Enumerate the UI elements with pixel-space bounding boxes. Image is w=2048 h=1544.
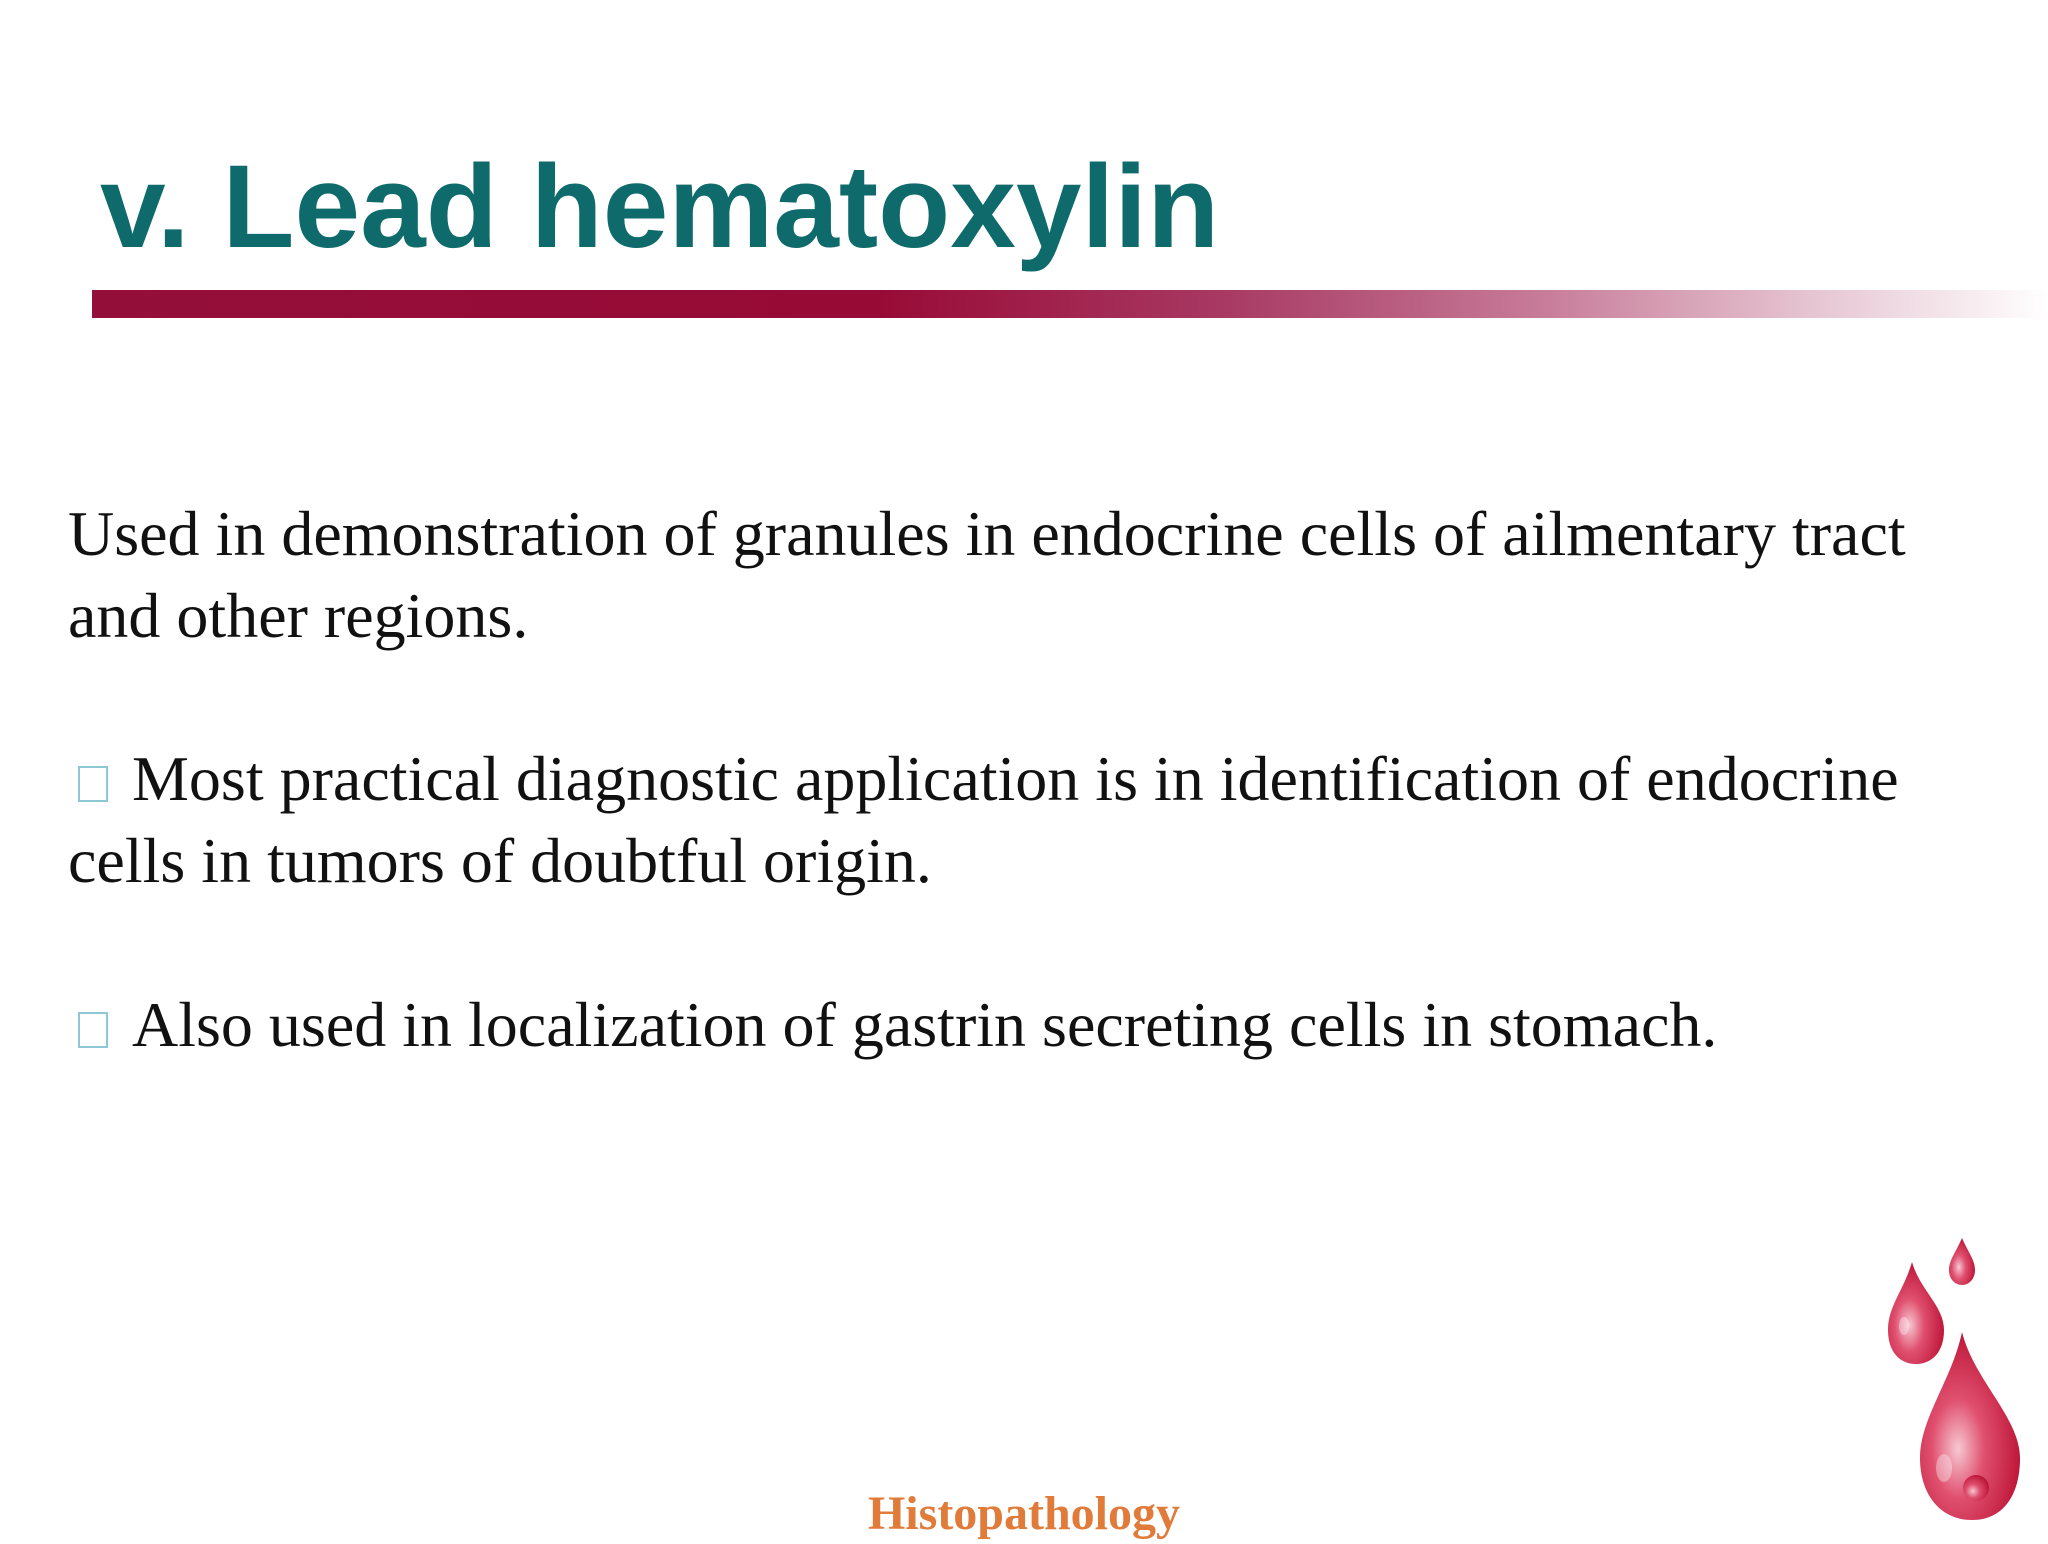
- bullet-item-diagnostic-text: Most practical diagnostic application is in identification of endocrine cells in tumors of doubtful origin.: [68, 743, 1899, 896]
- empty-square-bullet-icon: [78, 766, 108, 802]
- paragraph-intro-text: Used in demonstration of granules in endocrine cells of ailmentary tract and other regions.: [68, 498, 1906, 651]
- blood-drops-icon: [1870, 1230, 2048, 1530]
- paragraph-intro: [68, 493, 1968, 657]
- bullet-item-gastrin-text: Also used in localization of gastrin secreting cells in stomach.: [132, 989, 1718, 1060]
- drop-medium: [1888, 1262, 1944, 1364]
- bullet-item-diagnostic: [68, 738, 1968, 902]
- slide-title: v. Lead hematoxylin: [100, 141, 1220, 273]
- title-underline-bar: [92, 290, 2048, 318]
- footer-label: Histopathology: [867, 1487, 1181, 1540]
- empty-square-bullet-icon: [78, 1012, 108, 1048]
- bullet-item-gastrin: [68, 984, 1968, 1066]
- drop-bubble: [1963, 1475, 1989, 1501]
- drop-small: [1949, 1238, 1975, 1285]
